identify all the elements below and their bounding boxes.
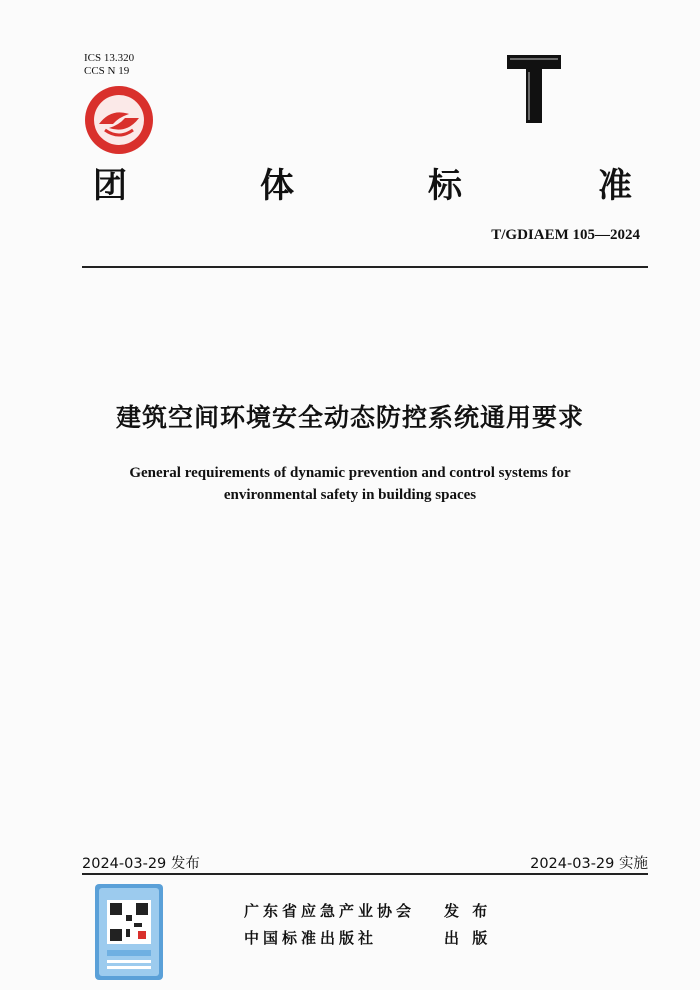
header-divider — [82, 266, 648, 268]
standard-code: T/GDIAEM 105—2024 — [491, 227, 640, 243]
standard-type-char-1: 团 — [93, 166, 127, 206]
english-title-line-2: environmental safety in building spaces — [223, 487, 477, 503]
standard-type-letter — [505, 52, 563, 126]
press-org: 中国标准出版社 — [244, 929, 378, 947]
english-title-line-1: General requirements of dynamic prevention and control systems for — [129, 465, 571, 481]
publish-date: 2024-03-29 发布 — [82, 856, 200, 872]
chinese-title: 建筑空间环境安全动态防控系统通用要求 — [115, 403, 584, 432]
association-logo-icon — [83, 84, 155, 156]
ccs-code: CCS N 19 — [84, 65, 130, 77]
footer-roles — [444, 898, 491, 952]
standard-type-char-4: 准 — [598, 166, 632, 206]
standard-type-char-3: 标 — [428, 166, 462, 206]
implement-date: 2024-03-29 实施 — [530, 856, 648, 872]
classification-codes — [84, 52, 134, 78]
standard-type-char-2: 体 — [260, 166, 294, 206]
qr-code-label-icon — [95, 884, 163, 980]
publisher-org: 广东省应急产业协会 — [244, 902, 416, 920]
publisher-role: 发 布 — [444, 902, 492, 920]
footer-divider — [82, 873, 648, 875]
press-role: 出 版 — [444, 929, 492, 947]
english-title — [60, 462, 640, 506]
footer-organizations — [244, 898, 415, 952]
ics-code: ICS 13.320 — [84, 52, 135, 64]
